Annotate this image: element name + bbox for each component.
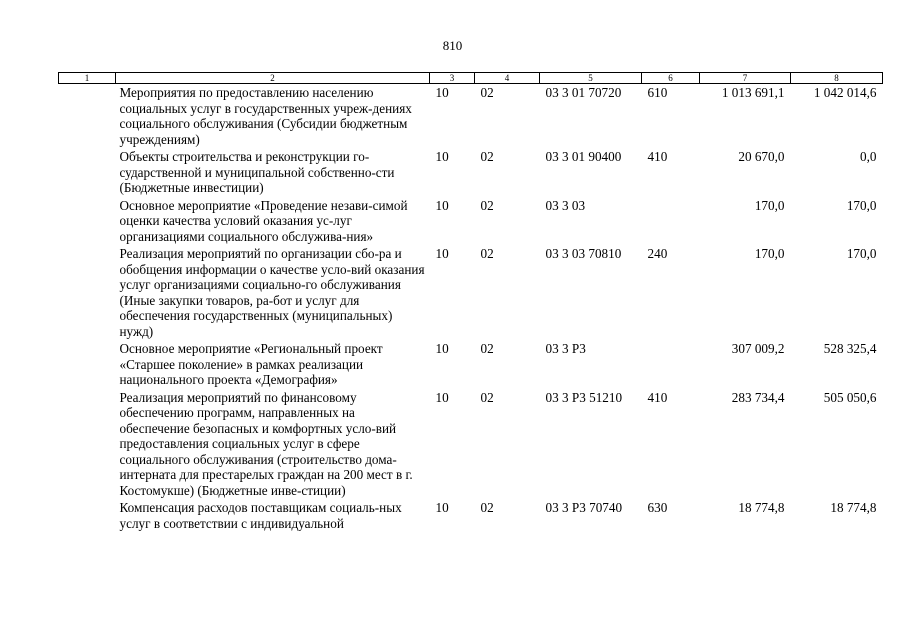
amount-year-1: 283 734,4 — [731, 389, 785, 405]
target-article-code: 03 3 Р3 — [545, 341, 586, 356]
expense-type-code — [642, 197, 700, 246]
section-code: 10 — [435, 197, 449, 213]
column-number-header: 6 — [642, 73, 700, 84]
table-row — [59, 197, 883, 246]
empty-cell — [59, 84, 116, 149]
table-row — [59, 389, 883, 500]
amount-year-2: 170,0 — [846, 197, 877, 213]
column-number-header: 8 — [791, 73, 883, 84]
amount-year-1: 307 009,2 — [731, 341, 785, 356]
amount-year-1: 20 670,0 — [738, 149, 785, 164]
empty-cell — [59, 245, 116, 340]
target-article-code: 03 3 03 70810 — [545, 246, 622, 261]
subsection-code: 02 — [480, 500, 494, 515]
page-number: 810 — [442, 38, 463, 53]
target-article-code: 03 3 01 90400 — [545, 149, 622, 164]
subsection-code: 02 — [480, 197, 494, 213]
section-code: 10 — [435, 149, 449, 164]
subsection-code: 02 — [480, 246, 494, 261]
row-name: Основное мероприятие «Региональный проект «Старшее поколение» в рамках реализации национального проекта «Демография» — [119, 341, 383, 387]
empty-cell — [59, 499, 116, 532]
expense-type-code: 240 — [647, 246, 668, 261]
expense-type-code: 410 — [647, 149, 668, 164]
target-article-code: 03 3 03 — [545, 197, 586, 213]
column-number-row — [59, 73, 883, 84]
amount-year-1: 1 013 691,1 — [721, 85, 785, 100]
row-name: Объекты строительства и реконструкции го-сударственной и муниципальной собственно-сти (Бюджетные инвестиции) — [119, 149, 395, 195]
budget-table — [58, 72, 883, 532]
target-article-code: 03 3 01 70720 — [545, 85, 622, 100]
table-row — [59, 84, 883, 149]
section-code: 10 — [435, 389, 449, 405]
subsection-code: 02 — [480, 85, 494, 100]
amount-year-1: 170,0 — [754, 197, 785, 213]
row-name: Реализация мероприятий по финансовому обеспечению программ, направленных на обеспечение безопасных и комфортных усло-вий предоставления социальных услуг в сфере социального обслуживания (строительство дома-интерната для престарелых граждан на 200 мест в г. Костомукше) (Бюджетные инве-стиции) — [119, 389, 413, 498]
amount-year-2: 505 050,6 — [823, 389, 877, 405]
amount-year-1: 170,0 — [754, 246, 785, 261]
table-row — [59, 148, 883, 197]
empty-cell — [59, 197, 116, 246]
amount-year-2: 528 325,4 — [823, 341, 877, 356]
amount-year-2: 1 042 014,6 — [813, 85, 877, 100]
row-name: Мероприятия по предоставлению населению социальных услуг в государственных учреж-дениях социального обслуживания (Субсидии бюджетным учреждениям) — [119, 85, 412, 147]
table-row — [59, 340, 883, 389]
amount-year-2: 170,0 — [846, 246, 877, 261]
subsection-code: 02 — [480, 341, 494, 356]
empty-cell — [59, 389, 116, 500]
target-article-code: 03 3 Р3 70740 — [545, 500, 623, 515]
section-code: 10 — [435, 341, 449, 356]
empty-cell — [59, 148, 116, 197]
column-number-header: 2 — [116, 73, 430, 84]
row-name: Основное мероприятие «Проведение незави-симой оценки качества условий оказания ус-луг организациями социального обслужива-ния» — [119, 197, 408, 244]
table-row — [59, 499, 883, 532]
column-number-header: 5 — [540, 73, 642, 84]
expense-type-code: 610 — [647, 85, 668, 100]
subsection-code: 02 — [480, 389, 494, 405]
expense-type-code — [642, 340, 700, 389]
column-number-header: 7 — [700, 73, 791, 84]
expense-type-code: 410 — [647, 389, 668, 405]
subsection-code: 02 — [480, 149, 494, 164]
amount-year-2: 0,0 — [860, 149, 877, 164]
row-name: Компенсация расходов поставщикам социаль-ных услуг в соответствии с индивидуальной — [119, 500, 402, 531]
target-article-code: 03 3 Р3 51210 — [545, 389, 623, 405]
amount-year-2: 18 774,8 — [830, 500, 877, 515]
section-code: 10 — [435, 85, 449, 100]
table-row — [59, 245, 883, 340]
expense-type-code: 630 — [647, 500, 668, 515]
empty-cell — [59, 340, 116, 389]
column-number-header: 3 — [430, 73, 475, 84]
section-code: 10 — [435, 246, 449, 261]
amount-year-1: 18 774,8 — [738, 500, 785, 515]
section-code: 10 — [435, 500, 449, 515]
column-number-header: 1 — [59, 73, 116, 84]
row-name: Реализация мероприятий по организации сбо-ра и обобщения информации о качестве усло-вий оказания услуг организациями социально-го обслуживания (Иные закупки товаров, ра-бот и услуг для обеспечения государственных (муниципальных) нужд) — [119, 246, 425, 339]
column-number-header: 4 — [475, 73, 540, 84]
